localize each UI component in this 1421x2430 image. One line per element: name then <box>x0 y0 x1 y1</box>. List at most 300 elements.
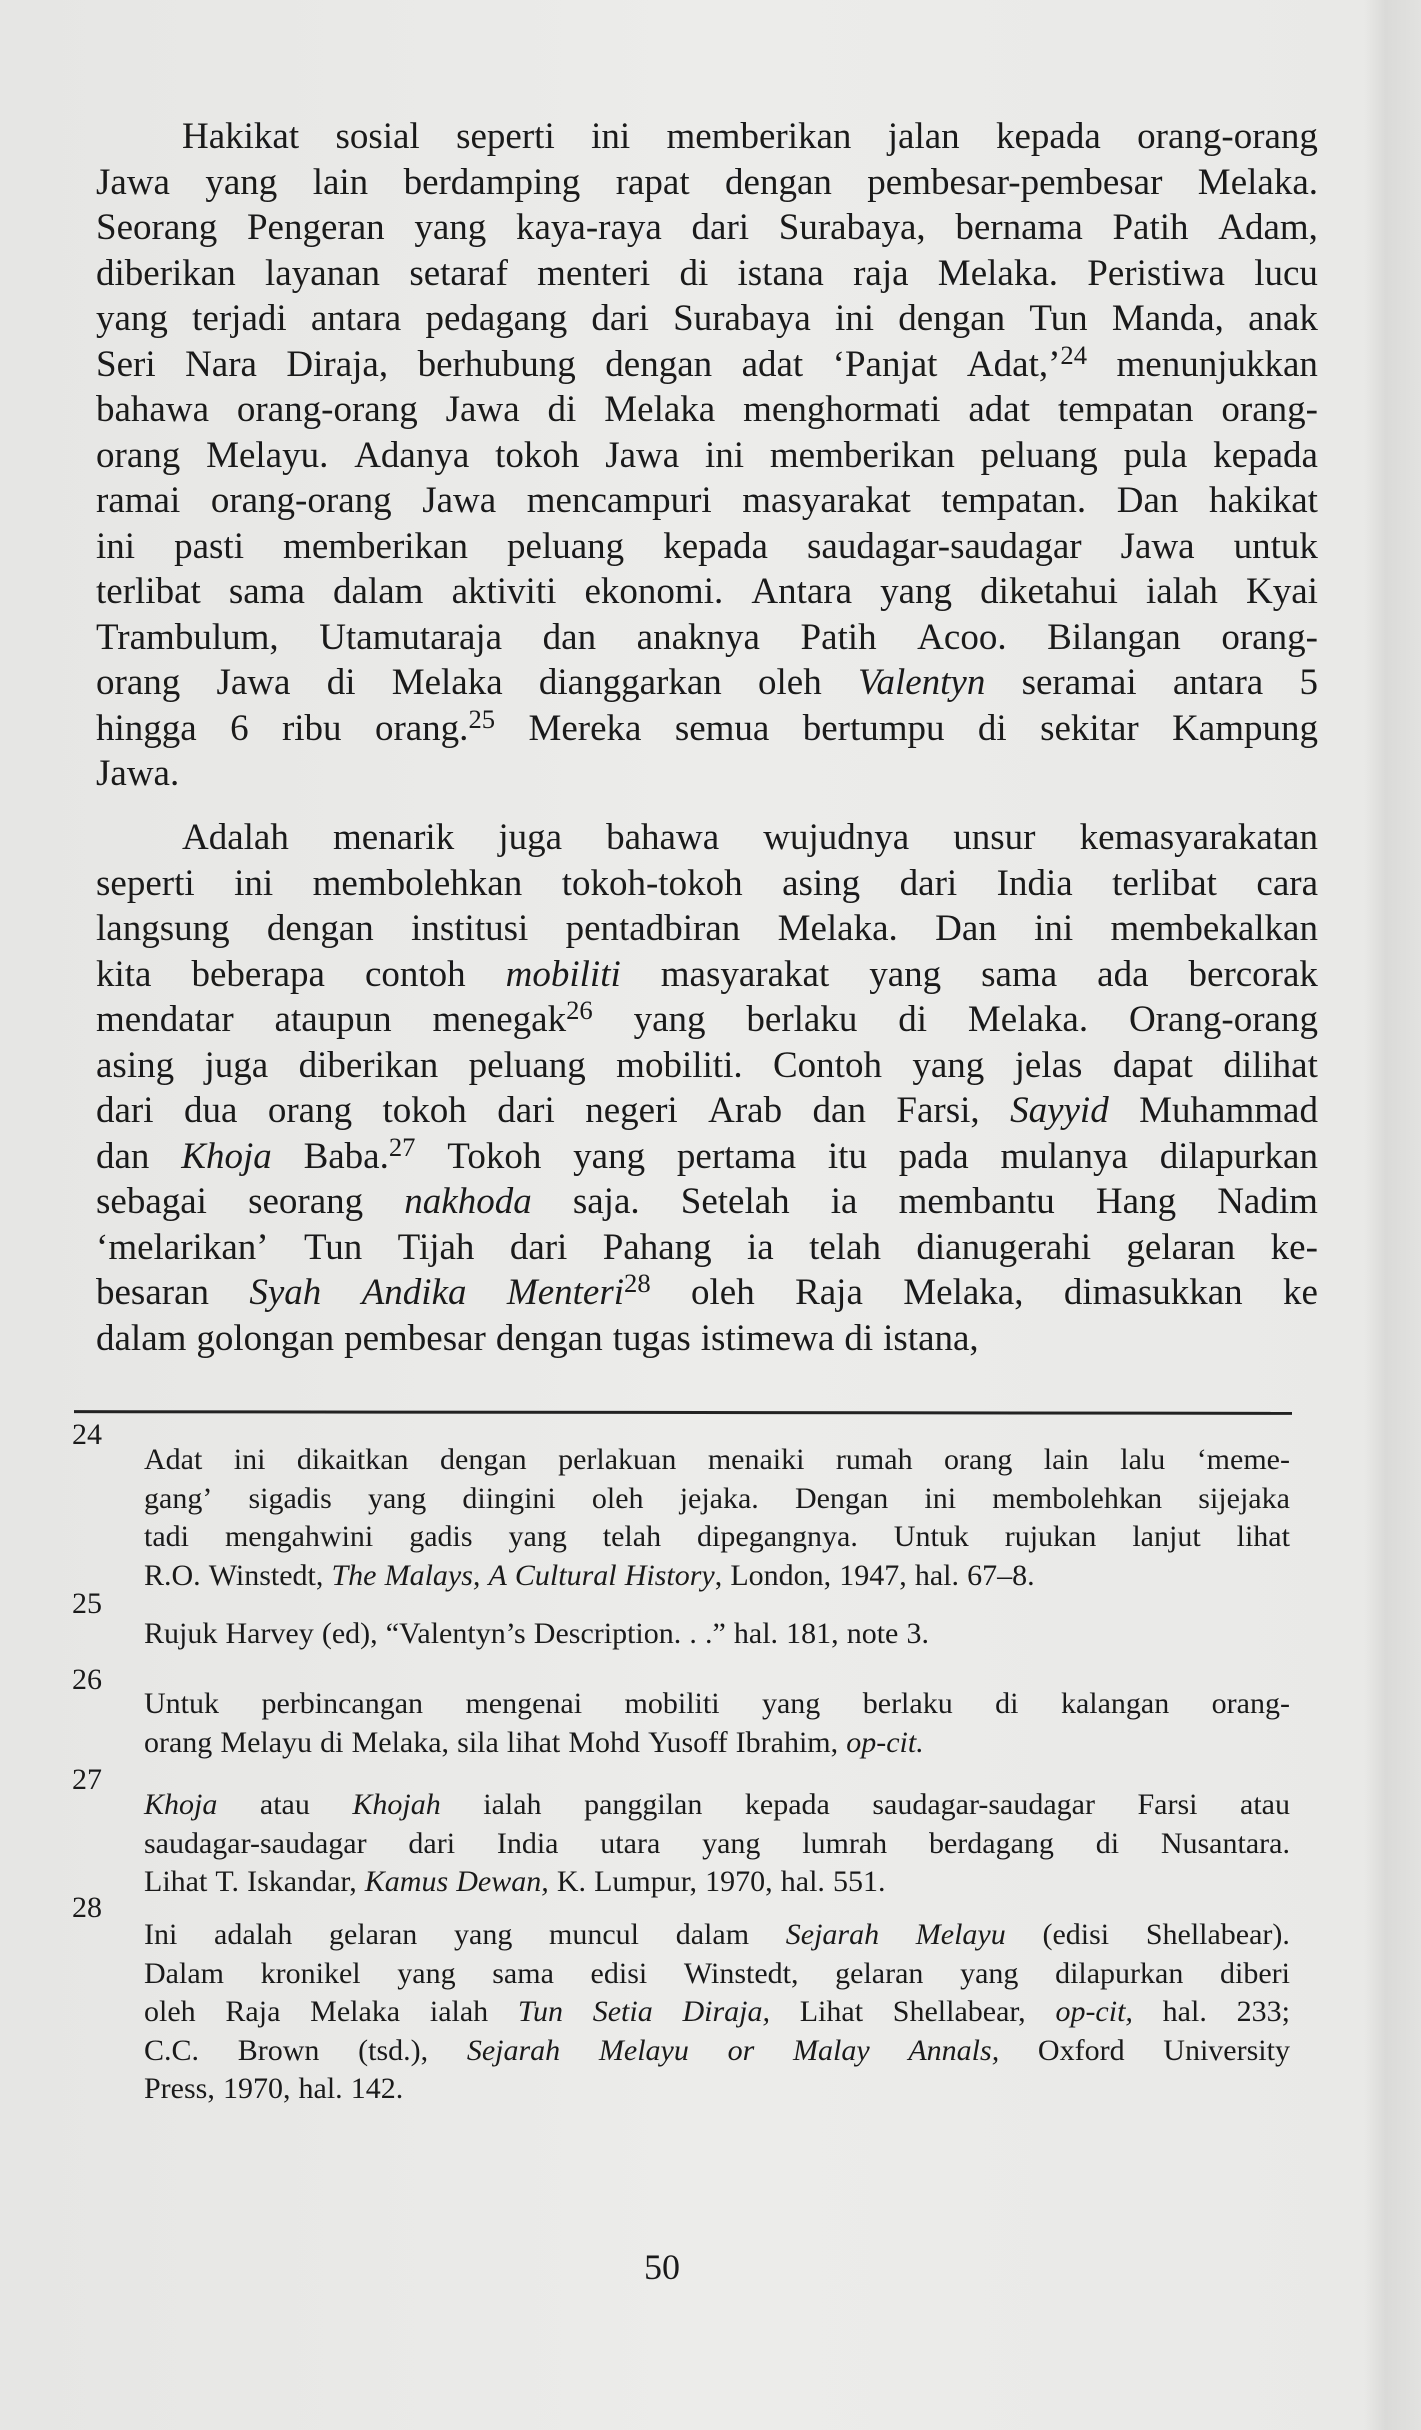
word <box>249 1270 321 1316</box>
word: yang <box>508 1520 567 1553</box>
word: dari <box>408 1826 456 1860</box>
body-paragraph <box>96 114 1318 797</box>
word: kalangan <box>1060 1687 1170 1720</box>
word: orang <box>144 1725 213 1759</box>
word: dilapurkan <box>1055 1956 1184 1990</box>
word: Winstedt, <box>208 1558 324 1592</box>
word: yang <box>414 207 487 248</box>
word <box>728 2032 755 2071</box>
word: sijejaka <box>1198 1481 1290 1515</box>
word: di <box>320 1725 344 1759</box>
word: C.C. <box>144 2033 200 2067</box>
word: diberi <box>1220 1956 1290 1990</box>
word: yang <box>912 1044 985 1086</box>
word: Lihat <box>144 1865 208 1898</box>
word: Jawa. <box>96 753 180 794</box>
word: Tun <box>303 1226 363 1268</box>
word: orang- <box>1211 1687 1290 1720</box>
text-line <box>96 660 1318 706</box>
italic-text: Melayu <box>598 2033 689 2067</box>
word: ‘meme- <box>1196 1443 1290 1476</box>
word <box>456 1863 549 1902</box>
word: Pahang <box>602 1226 712 1268</box>
word: rumah <box>835 1443 913 1476</box>
word: Patih <box>800 616 877 658</box>
word: Bilangan <box>1047 616 1181 658</box>
word: pembesar <box>344 1317 486 1359</box>
word: Ini <box>144 1918 178 1951</box>
word: tempatan <box>1057 389 1194 430</box>
page-number: 50 <box>644 2247 680 2287</box>
word: ke <box>1283 1272 1318 1313</box>
italic-text: Sejarah <box>785 1918 880 1951</box>
word: dari <box>96 1090 154 1131</box>
italic-text: Menteri <box>506 1272 624 1313</box>
word: History, <box>624 1558 723 1592</box>
word: dua <box>183 1090 238 1131</box>
word: bahawa <box>606 817 720 858</box>
word: Melaka. <box>967 999 1089 1040</box>
word: adat <box>968 389 1030 430</box>
text-line <box>96 952 1318 998</box>
word: (tsd.), <box>358 2033 429 2067</box>
word: rujukan <box>1004 1520 1097 1553</box>
word: hal. <box>733 1617 779 1650</box>
word: Oxford <box>1037 2033 1125 2067</box>
text-line <box>144 1724 1290 1763</box>
word: bernama <box>955 207 1083 248</box>
word: pula <box>1123 434 1188 476</box>
word <box>858 660 985 706</box>
italic-text: Melayu <box>915 1918 1006 1951</box>
text-line <box>96 296 1318 342</box>
word: sekitar <box>1040 707 1139 749</box>
word: dilapurkan <box>1159 1135 1318 1177</box>
text-line <box>96 615 1318 661</box>
footnote-reference: 25 <box>468 703 496 734</box>
word <box>908 2032 999 2071</box>
word <box>506 952 621 998</box>
word: Dan <box>935 908 997 949</box>
word: Mereka <box>528 707 642 749</box>
italic-text: The <box>331 1558 377 1592</box>
word: ini <box>591 116 631 157</box>
word: 67–8. <box>967 1558 1035 1592</box>
italic-text: History <box>624 1558 715 1592</box>
word: Adam, <box>1218 207 1318 248</box>
word: pada <box>898 1135 969 1177</box>
word: panggilan <box>584 1788 703 1821</box>
word: Harvey <box>225 1617 314 1650</box>
word: Jawa <box>422 480 497 521</box>
word: berhubung <box>417 343 576 385</box>
word: Description. <box>533 1617 682 1650</box>
word: Raja <box>225 1995 281 2028</box>
word: 142. <box>350 2072 404 2105</box>
word: dan <box>542 616 597 658</box>
word: yang <box>205 161 278 203</box>
word: Hakikat <box>182 116 300 157</box>
word: Adat <box>144 1443 203 1476</box>
word: ataupun <box>274 999 392 1040</box>
word: kepada <box>744 1788 830 1821</box>
word: peluang <box>507 525 625 567</box>
word: Kampung <box>1172 707 1318 749</box>
italic-text: Valentyn <box>857 662 986 703</box>
italic-text: A <box>488 1558 507 1592</box>
word: Pengeran <box>246 207 385 248</box>
word: masyarakat <box>660 953 830 995</box>
text-line <box>96 1088 1318 1134</box>
word: Melaka. <box>937 252 1058 294</box>
word: Lihat <box>799 1995 864 2028</box>
word: Melaka, <box>903 1272 1024 1313</box>
word: (ed), <box>321 1617 378 1650</box>
word: negeri <box>585 1090 678 1131</box>
word: adalah <box>214 1918 293 1951</box>
word: dengan <box>725 161 832 203</box>
word: pasti <box>174 525 244 567</box>
text-line <box>144 1441 1290 1480</box>
word: dianggarkan <box>538 662 722 703</box>
word: lihat <box>1236 1520 1290 1553</box>
word: terjadi <box>192 298 287 339</box>
word <box>331 1557 376 1596</box>
text-line <box>144 1615 1290 1654</box>
word: lalu <box>1120 1443 1166 1476</box>
word: ini <box>835 298 875 339</box>
word: yang <box>880 571 953 612</box>
text-line <box>144 1518 1290 1557</box>
word: memberikan <box>666 116 852 157</box>
italic-text: mobiliti <box>505 953 621 995</box>
word: dan <box>96 1135 150 1177</box>
word: Nara <box>185 343 257 385</box>
text-line <box>96 339 1318 388</box>
word: gelaran <box>329 1918 418 1951</box>
word: Seorang <box>96 207 218 248</box>
word: ini <box>1034 908 1074 949</box>
footnote-number: 24 <box>72 1418 102 1451</box>
footnote-reference: 27 <box>388 1131 416 1162</box>
word: dalam <box>675 1918 750 1951</box>
word: cara <box>1256 862 1318 904</box>
word: Peristiwa <box>1087 252 1225 294</box>
word: Patih <box>1112 207 1189 248</box>
italic-text: Khojah <box>352 1788 441 1821</box>
word: Melaka <box>604 389 716 430</box>
word: dengan <box>495 1317 603 1359</box>
text-line <box>144 1786 1290 1825</box>
word: jalan <box>887 116 960 157</box>
word: yang <box>633 999 706 1040</box>
word: semua <box>674 707 770 749</box>
word <box>916 1916 1006 1955</box>
word: atau <box>1240 1788 1290 1821</box>
word: Arab <box>708 1090 783 1131</box>
italic-text: Dewan, <box>456 1865 549 1898</box>
word: Baba.$^{27}$ <box>303 1131 416 1177</box>
word: Melaka <box>391 662 503 703</box>
word: institusi <box>411 908 529 949</box>
word: untuk <box>1233 525 1318 567</box>
word: diketahui <box>980 571 1118 612</box>
word: University <box>1163 2033 1290 2067</box>
word: peluang <box>468 1044 586 1086</box>
word: K. <box>556 1865 587 1898</box>
word: dengan <box>605 343 713 385</box>
word: diingini <box>462 1481 556 1515</box>
word: ada <box>1097 953 1149 995</box>
word: diberikan <box>96 252 236 294</box>
word: ‘melarikan’ <box>96 1226 269 1268</box>
word: perbincangan <box>261 1687 424 1720</box>
text-line <box>96 1131 1318 1180</box>
word: saja. <box>572 1181 640 1222</box>
text-line <box>96 997 1318 1043</box>
word: yang <box>761 1687 821 1720</box>
word: di <box>977 707 1007 749</box>
word: ia <box>747 1226 774 1268</box>
footnote-reference: 24 <box>1060 339 1088 370</box>
word: tokoh <box>495 434 580 476</box>
word: Adalah <box>182 817 289 858</box>
word: membolehkan <box>312 862 523 904</box>
word: Untuk <box>144 1687 219 1720</box>
word <box>385 1557 481 1596</box>
word: Antara <box>751 571 853 612</box>
footnote-reference: 26 <box>566 995 593 1026</box>
word: R.O. <box>144 1558 201 1592</box>
word: mobiliti. <box>616 1044 743 1086</box>
word: tempatan. <box>941 480 1087 521</box>
word: telah <box>602 1520 662 1553</box>
word: Ibrahim, <box>735 1725 839 1759</box>
italic-text: op-cit, <box>1055 1995 1133 2028</box>
word: rapat <box>615 161 690 203</box>
word: kronikel <box>260 1956 361 1990</box>
word: (edisi <box>1042 1918 1110 1951</box>
word: ribu <box>281 707 342 749</box>
word: lihat <box>506 1725 561 1759</box>
word: asing <box>96 1044 175 1086</box>
footnote-28 <box>144 1916 1290 2109</box>
word: di <box>547 389 577 430</box>
word: seorang <box>248 1181 364 1222</box>
italic-text: op-cit. <box>846 1725 924 1759</box>
word: orang-orang <box>236 389 418 430</box>
italic-text: Khoja <box>181 1135 272 1177</box>
word <box>682 1993 770 2032</box>
word: Trambulum, <box>96 616 279 658</box>
word: istana <box>737 252 824 294</box>
word: tokoh-tokoh <box>561 862 743 904</box>
word: di <box>326 662 356 703</box>
italic-text: Tun <box>517 1995 563 2028</box>
word: kepada <box>663 525 768 567</box>
word: setaraf <box>409 252 508 294</box>
word: yang <box>960 1956 1019 1990</box>
text-line <box>96 478 1318 524</box>
footnote-26 <box>144 1685 1290 1762</box>
word: unsur <box>953 817 1036 858</box>
word: Mohd <box>568 1725 641 1759</box>
word: Contoh <box>772 1044 882 1086</box>
word: Tijah <box>397 1226 475 1268</box>
word: seramai <box>1021 662 1137 703</box>
word: menteri <box>537 252 651 294</box>
word: sama <box>492 1956 554 1990</box>
word: langsung <box>96 908 230 949</box>
word: Tokoh <box>447 1135 542 1177</box>
word: perlakuan <box>558 1443 677 1476</box>
word: oleh <box>144 1995 196 2028</box>
word: seperti <box>456 116 555 157</box>
footnote-number: 27 <box>72 1763 102 1796</box>
text-line <box>96 1043 1318 1089</box>
text-line <box>96 751 1318 797</box>
word: Utamutaraja <box>319 616 503 658</box>
word: utara <box>600 1826 661 1860</box>
text-line <box>144 1993 1290 2032</box>
word: edisi <box>590 1956 648 1990</box>
word: Melaka <box>310 1995 401 2028</box>
word: dari <box>691 207 750 248</box>
word: London, <box>730 1558 832 1592</box>
italic-text: Malay <box>793 2033 870 2067</box>
word: jelas <box>1014 1044 1083 1086</box>
word: ini <box>96 525 136 567</box>
word: dalam <box>333 571 424 612</box>
word: lain <box>312 161 369 203</box>
word: Jawa <box>445 389 520 430</box>
word: oleh <box>591 1481 644 1515</box>
word: lain <box>1043 1443 1089 1476</box>
word: di <box>1095 1826 1120 1860</box>
word: 1970, <box>705 1865 773 1898</box>
word: hingga <box>96 707 197 749</box>
word: saudagar-saudagar <box>872 1788 1095 1821</box>
word: yang <box>702 1826 761 1860</box>
word: hal. <box>914 1558 959 1592</box>
word: terlibat <box>96 571 201 612</box>
text-line <box>96 251 1318 297</box>
word: berdagang <box>928 1826 1054 1860</box>
word: sila <box>457 1725 499 1759</box>
text-line <box>96 569 1318 615</box>
word: ekonomi. <box>584 571 724 612</box>
word: mobiliti <box>624 1687 720 1720</box>
text-line <box>96 861 1318 907</box>
word <box>599 2032 689 2071</box>
word: bertumpu <box>802 707 945 749</box>
word: juga <box>204 1044 269 1086</box>
word <box>786 1916 879 1955</box>
word: saudagar-saudagar <box>144 1826 367 1860</box>
word: di <box>844 1317 874 1359</box>
text-line <box>144 1916 1290 1955</box>
word: yang <box>454 1918 513 1951</box>
text-line <box>96 160 1318 206</box>
text-line <box>144 1685 1290 1724</box>
italic-text: or <box>727 2033 755 2067</box>
word: Acoo. <box>917 616 1007 658</box>
word: 1970, <box>222 2072 291 2105</box>
word: dipegangnya. <box>697 1520 858 1553</box>
word: Orang-orang <box>1128 999 1318 1040</box>
word: Nusantara. <box>1160 1826 1290 1860</box>
word: menghormati <box>743 389 941 430</box>
word: gadis <box>409 1520 473 1553</box>
word: memberikan <box>283 525 468 567</box>
word: menunjukkan <box>1116 343 1318 385</box>
word: 3. <box>906 1617 929 1650</box>
word: 551. <box>833 1865 886 1898</box>
word: mengenai <box>465 1687 583 1720</box>
word: tokoh <box>382 1090 467 1131</box>
word: gelaran <box>1126 1226 1236 1268</box>
word: dapat <box>1112 1044 1193 1086</box>
word: dianugerahi <box>916 1226 1092 1268</box>
text-line <box>96 387 1318 433</box>
word: yang <box>573 1135 646 1177</box>
word: berlaku <box>862 1687 953 1720</box>
word: orang <box>96 662 181 703</box>
text-line <box>96 1225 1318 1271</box>
word: hakikat <box>1209 480 1318 521</box>
word: India <box>996 862 1073 904</box>
word: anak <box>1248 298 1318 339</box>
word: dilihat <box>1223 1044 1318 1086</box>
word: Hang <box>1095 1181 1177 1222</box>
word: ini <box>705 434 745 476</box>
text-line <box>144 1557 1290 1596</box>
word: orang <box>96 434 181 476</box>
word: mengahwini <box>224 1520 374 1553</box>
text-line <box>96 906 1318 952</box>
word: di <box>995 1687 1019 1720</box>
word: yang <box>96 298 168 339</box>
word: Nadim <box>1217 1181 1318 1222</box>
word: orang- <box>1221 616 1318 658</box>
word: hal. <box>1162 1995 1207 2028</box>
word: dalam <box>96 1317 187 1359</box>
word: mulanya <box>1000 1135 1128 1177</box>
word: ialah <box>429 1995 489 2028</box>
word: bercorak <box>1188 953 1318 995</box>
word: layanan <box>265 252 381 294</box>
word: Setelah <box>680 1181 790 1222</box>
word: di <box>898 999 927 1040</box>
word: T. <box>215 1865 240 1898</box>
word: Melayu. <box>206 434 329 476</box>
word: kepada <box>1213 434 1318 476</box>
word: Seri <box>96 343 156 385</box>
word: “Valentyn’s <box>385 1617 526 1650</box>
word: ramai <box>96 480 181 521</box>
word: oleh <box>758 662 822 703</box>
word: kita <box>96 953 152 995</box>
word: orang <box>267 1090 353 1131</box>
italic-text: Kamus <box>364 1865 449 1898</box>
word: dengan <box>266 908 374 949</box>
word: sama <box>228 571 305 612</box>
word: sama <box>981 953 1058 995</box>
word: Dengan <box>794 1481 889 1515</box>
text-line <box>96 1179 1318 1225</box>
word: jejaka. <box>679 1481 759 1515</box>
italic-text: Khoja <box>144 1788 218 1821</box>
